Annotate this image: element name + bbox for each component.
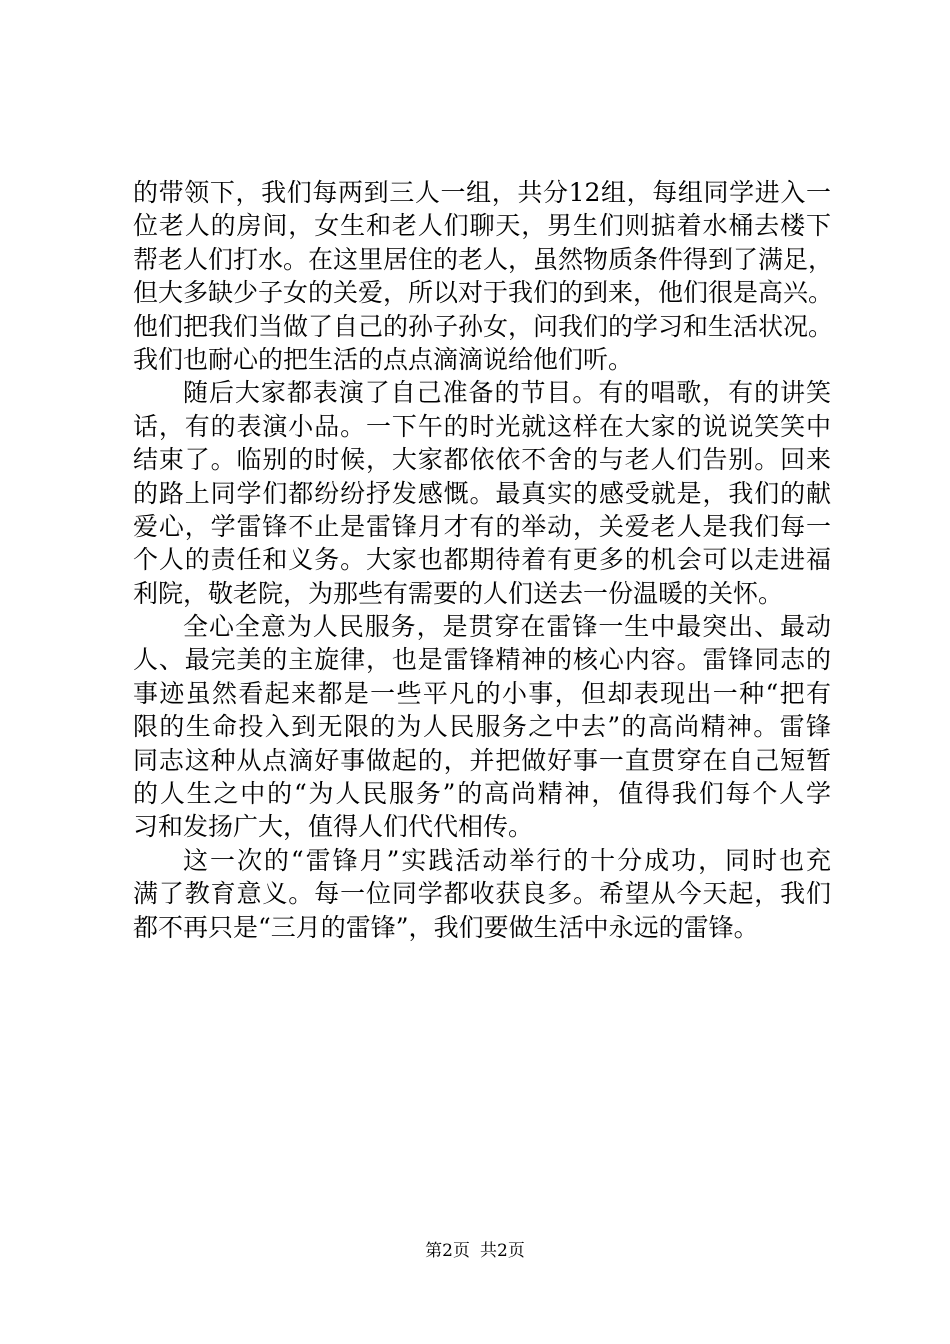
text-line: 位老人的房间，女生和老人们聊天，男生们则掂着水桶去楼下 <box>133 211 831 241</box>
text-line: 帮老人们打水。在这里居住的老人，虽然物质条件得到了满足， <box>133 244 834 274</box>
text-line: 都不再只是“三月的雷锋”，我们要做生活中永远的雷锋。 <box>133 912 759 942</box>
page-footer <box>0 1241 950 1261</box>
text-line: 的带领下，我们每两到三人一组，共分12组，每组同学进入一 <box>133 178 831 207</box>
paragraph-2 <box>133 376 831 610</box>
text-line: 同志这种从点滴好事做起的，并把做好事一直贯穿在自己短暂 <box>133 745 831 775</box>
text-line: 限的生命投入到无限的为人民服务之中去”的高尚精神。雷锋 <box>133 712 831 742</box>
document-body <box>133 176 834 944</box>
text-line: 事迹虽然看起来都是一些平凡的小事，但却表现出一种“把有 <box>133 678 831 708</box>
page-total: 共2页 <box>480 1241 525 1261</box>
text-line: 我们也耐心的把生活的点点滴滴说给他们听。 <box>133 344 634 374</box>
paragraph-4 <box>133 844 831 944</box>
paragraph-1 <box>133 176 834 376</box>
text-line: 的人生之中的“为人民服务”的高尚精神，值得我们每个人学 <box>133 779 831 809</box>
text-line: 人、最完美的主旋律，也是雷锋精神的核心内容。雷锋同志的 <box>133 645 831 675</box>
text-line: 满了教育意义。每一位同学都收获良多。希望从今天起，我们 <box>133 879 831 909</box>
text-line: 利院，敬老院，为那些有需要的人们送去一份温暖的关怀。 <box>133 578 784 608</box>
text-line: 他们把我们当做了自己的孙子孙女，问我们的学习和生活状况。 <box>133 311 834 341</box>
paragraph-3 <box>133 610 831 844</box>
text-line: 话，有的表演小品。一下午的时光就这样在大家的说说笑笑中 <box>133 411 831 441</box>
text-line: 的路上同学们都纷纷抒发感慨。最真实的感受就是，我们的献 <box>133 478 831 508</box>
text-line: 但大多缺少子女的关爱，所以对于我们的到来，他们很是高兴。 <box>133 278 834 308</box>
text-line: 这一次的“雷锋月”实践活动举行的十分成功，同时也充 <box>183 845 831 875</box>
text-line: 随后大家都表演了自己准备的节目。有的唱歌，有的讲笑 <box>183 378 831 408</box>
text-line: 全心全意为人民服务，是贯穿在雷锋一生中最突出、最动 <box>183 612 831 642</box>
text-line: 爱心，学雷锋不止是雷锋月才有的举动，关爱老人是我们每一 <box>133 511 831 541</box>
text-line: 个人的责任和义务。大家也都期待着有更多的机会可以走进福 <box>133 545 831 575</box>
page-number: 第2页 <box>425 1241 470 1261</box>
text-line: 习和发扬广大，值得人们代代相传。 <box>133 812 534 842</box>
text-line: 结束了。临别的时候，大家都依依不舍的与老人们告别。回来 <box>133 445 831 475</box>
